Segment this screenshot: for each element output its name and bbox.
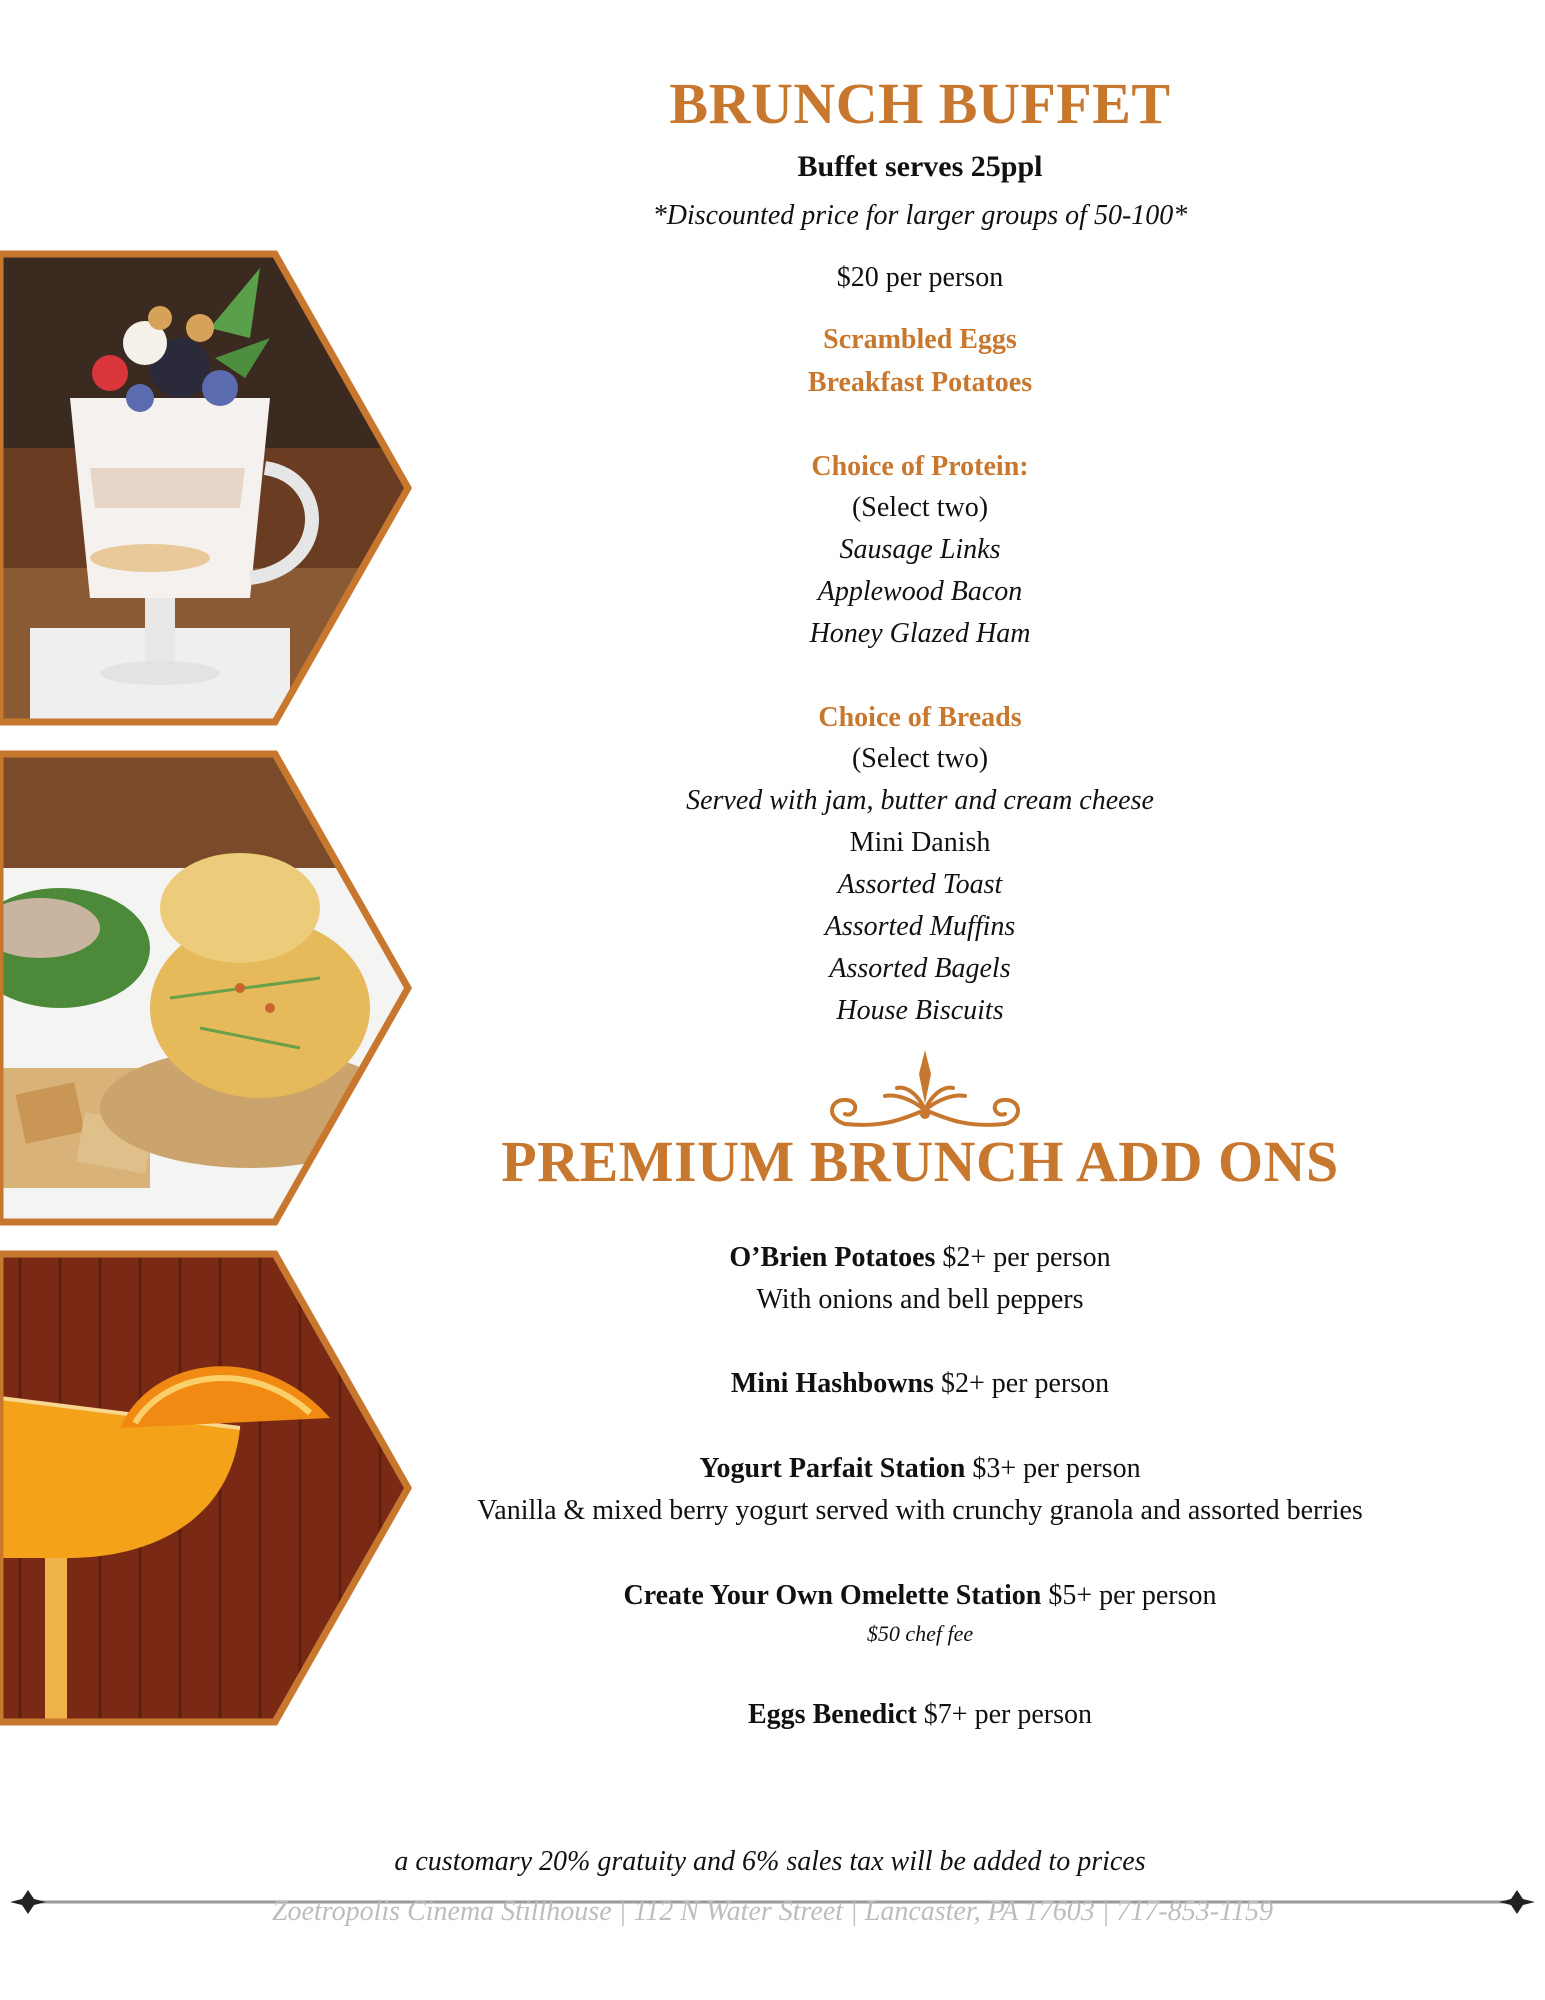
bread-option: Assorted Toast <box>837 869 1003 900</box>
addon-price: $2+ per person <box>933 1368 1110 1399</box>
bread-option: House Biscuits <box>836 995 1004 1026</box>
protein-option: Applewood Bacon <box>817 576 1023 607</box>
addon-description: Vanilla & mixed berry yogurt served with crunchy granola and assorted berries <box>477 1495 1363 1526</box>
base-price: $20 per person <box>836 262 1004 293</box>
addon-price: $3+ per person <box>965 1453 1141 1484</box>
protein-select-note: (Select two) <box>851 492 989 523</box>
addon-name: Yogurt Parfait Station <box>699 1453 966 1484</box>
base-item: Breakfast Potatoes <box>807 367 1033 398</box>
addon-item-parfait <box>440 1449 1400 1489</box>
addon-name: Create Your Own Omelette Station <box>623 1580 1042 1611</box>
protein-option: Honey Glazed Ham <box>809 618 1031 649</box>
eggs-benedict-photo <box>0 748 420 1228</box>
addon-name: Eggs Benedict <box>748 1699 917 1730</box>
addons-title: PREMIUM BRUNCH ADD ONS <box>501 1129 1339 1194</box>
flourish-ornament <box>825 1048 1025 1136</box>
footer-address: Zoetropolis Cinema Stillhouse | 112 N Water Street | Lancaster, PA 17603 | 717-853-1159 <box>271 1896 1273 1927</box>
breads-select-note: (Select two) <box>851 743 989 774</box>
gratuity-note: a customary 20% gratuity and 6% sales tax will be added to prices <box>394 1846 1146 1877</box>
serves-subtitle: Buffet serves 25ppl <box>797 150 1043 183</box>
addon-description: With onions and bell peppers <box>756 1284 1084 1315</box>
addon-price: $5+ per person <box>1041 1580 1217 1611</box>
addon-name: Mini Hashbowns <box>730 1368 934 1399</box>
breads-heading: Choice of Breads <box>818 702 1022 733</box>
addon-price: $2+ per person <box>935 1242 1111 1273</box>
addon-item-omelette <box>440 1576 1400 1616</box>
bread-option: Assorted Muffins <box>824 911 1016 942</box>
discount-note: *Discounted price for larger groups of 50-100* <box>652 200 1188 231</box>
protein-option: Sausage Links <box>839 534 1001 565</box>
base-item: Scrambled Eggs <box>823 324 1017 355</box>
bread-option: Mini Danish <box>849 827 991 858</box>
addon-item-obrien <box>440 1238 1400 1278</box>
chef-fee-note: $50 chef fee <box>866 1621 974 1646</box>
addon-item-hashbowns <box>440 1364 1400 1404</box>
addon-price: $7+ per person <box>916 1699 1092 1730</box>
yogurt-parfait-photo <box>0 248 420 728</box>
addon-item-benedict <box>440 1695 1400 1735</box>
bread-option: Assorted Bagels <box>829 953 1011 984</box>
addon-name: O’Brien Potatoes <box>729 1242 936 1273</box>
mimosa-photo <box>0 1248 420 1728</box>
protein-heading: Choice of Protein: <box>811 451 1029 482</box>
breads-serving-note: Served with jam, butter and cream cheese <box>686 785 1154 816</box>
page-title: BRUNCH BUFFET <box>669 71 1171 136</box>
